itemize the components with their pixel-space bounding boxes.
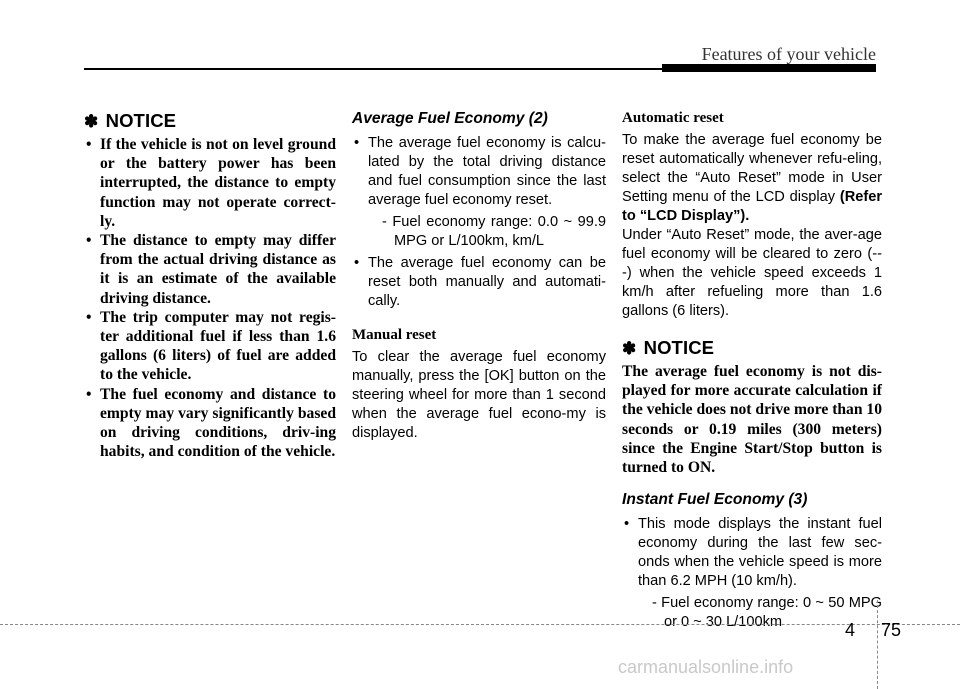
- chapter-number: 4: [845, 620, 856, 640]
- manual-reset-heading: Manual reset: [352, 327, 437, 343]
- notice-heading: [622, 337, 882, 359]
- notice-heading: [84, 110, 336, 132]
- automatic-reset-heading: Automatic reset: [622, 110, 724, 126]
- average-fuel-economy-list: [352, 134, 606, 311]
- list-item-text: The average fuel economy is calcu-lated by the total driving distance and fuel consumption since the last average fuel economy reset.: [368, 135, 606, 208]
- instant-range-note: - Fuel economy range: 0 ~ 50 MPG or 0 ~ 30 L/100km: [652, 595, 882, 631]
- column-2: [352, 110, 606, 443]
- list-item: • The average fuel economy can be reset both manually and automati-cally.: [352, 254, 606, 311]
- instant-fuel-economy-list: [622, 515, 882, 632]
- footer-divider: [0, 624, 960, 625]
- list-item: • The distance to empty may differ from the actual driving distance as it is an estimate of the available driving distance.: [84, 231, 336, 308]
- notice-title: NOTICE: [643, 337, 715, 358]
- list-item: • If the vehicle is not on level ground or the battery power has been interrupted, the distance to empty function may not operate correct-ly.: [84, 135, 336, 231]
- watermark: carmanualsonline.info: [618, 657, 794, 677]
- column-3: [622, 110, 882, 632]
- footer-vertical-divider: [877, 600, 878, 689]
- average-fuel-economy-heading: Average Fuel Economy (2): [352, 110, 548, 127]
- list-item: • The fuel economy and distance to empty may vary significantly based on driving conditions, driv-ing habits, and condition of the vehicle.: [84, 385, 336, 462]
- automatic-reset-text: [622, 131, 882, 226]
- page-header-title: Features of your vehicle: [701, 44, 876, 64]
- manual-reset-text: To clear the average fuel economy manually, press the [OK] button on the steering wheel for more than 1 second when the average fuel econo-my is displayed.: [352, 349, 606, 441]
- header-tab-bar: [662, 64, 876, 72]
- notice-star-icon: ✽: [84, 112, 99, 131]
- notice-star-icon: ✽: [622, 339, 637, 358]
- notice-text: The average fuel economy is not dis-played for more accurate calculation if the vehicle does not drive more than 10 seconds or 0.19 miles (300 meters) since the Engine Start/Stop button is turned to ON.: [622, 363, 883, 477]
- list-item: • The trip computer may not regis-ter additional fuel if less than 1.6 gallons (6 liters) of fuel are added to the vehicle.: [84, 308, 336, 385]
- list-item-text: This mode displays the instant fuel economy during the last few sec-onds when the vehicle speed is more than 6.2 MPH (10 km/h).: [638, 516, 882, 590]
- column-1: [84, 110, 336, 461]
- instant-fuel-economy-heading: Instant Fuel Economy (3): [622, 491, 808, 509]
- notice-list: [84, 135, 336, 461]
- page-number: 75: [881, 620, 902, 640]
- automatic-reset-text-body: To make the average fuel economy be reset automatically whenever refu-eling, select the “Auto Reset” mode in User Setting menu of the LCD display: [622, 132, 882, 205]
- list-item: [622, 515, 882, 632]
- fuel-range-note: - Fuel economy range: 0.0 ~ 99.9 MPG or L/100km, km/L: [382, 214, 606, 249]
- auto-reset-mode-text: Under “Auto Reset” mode, the aver-age fuel economy will be cleared to zero (---) when the vehicle speed exceeds 1 km/h after refueling more than 1.6 gallons (6 liters).: [622, 227, 882, 319]
- lcd-display-reference: (Refer to “LCD Display”).: [622, 189, 883, 224]
- notice-title: NOTICE: [105, 110, 177, 131]
- list-item: [352, 134, 606, 251]
